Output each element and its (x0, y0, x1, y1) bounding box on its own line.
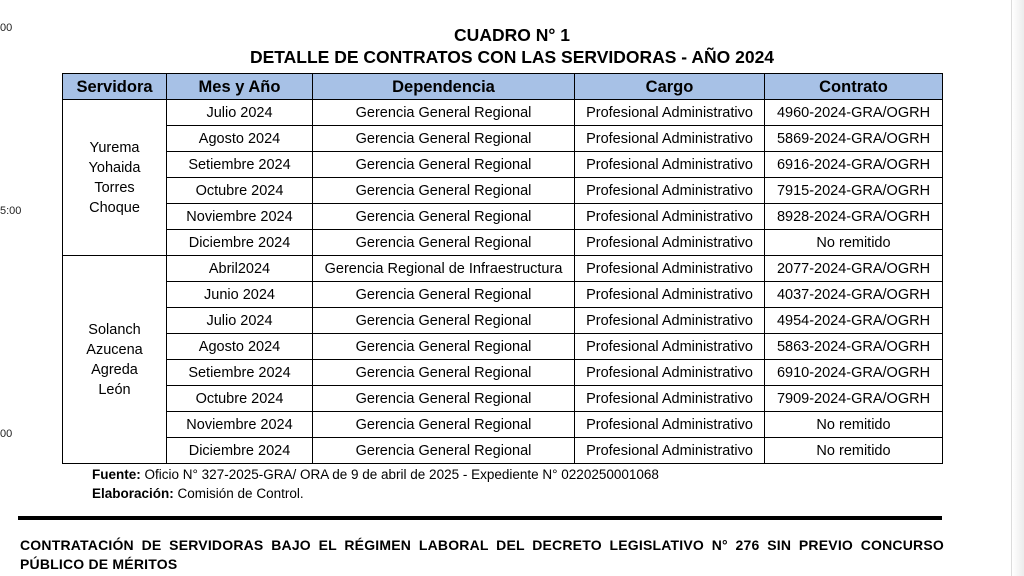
contrato-cell: 8928-2024-GRA/OGRH (765, 204, 943, 230)
mes-ano-cell: Noviembre 2024 (167, 412, 313, 438)
servidora-name-line: Yurema (89, 139, 140, 156)
dependencia-cell: Gerencia General Regional (313, 386, 575, 412)
table-subtitle: DETALLE DE CONTRATOS CON LAS SERVIDORAS - AÑO 2024 (249, 47, 775, 67)
table-row (63, 360, 943, 386)
table-row (63, 334, 943, 360)
servidora-name-cell (63, 256, 167, 464)
dependencia-cell: Gerencia General Regional (313, 360, 575, 386)
cargo-cell: Profesional Administrativo (575, 438, 765, 464)
dependencia-cell: Gerencia General Regional (313, 412, 575, 438)
contrato-cell: 4037-2024-GRA/OGRH (765, 282, 943, 308)
mes-ano-cell: Octubre 2024 (167, 386, 313, 412)
table-body (63, 100, 943, 464)
cargo-cell: Profesional Administrativo (575, 386, 765, 412)
cargo-cell: Profesional Administrativo (575, 204, 765, 230)
dependencia-cell: Gerencia General Regional (313, 126, 575, 152)
dependencia-cell: Gerencia General Regional (313, 230, 575, 256)
cargo-cell: Profesional Administrativo (575, 308, 765, 334)
contrato-cell: 4954-2024-GRA/OGRH (765, 308, 943, 334)
table-header-row (63, 74, 943, 100)
margin-timestamp-1: 00 (0, 22, 13, 34)
contrato-cell: 7909-2024-GRA/OGRH (765, 386, 943, 412)
elaboration-label: Elaboración: (92, 486, 174, 501)
contrato-cell: No remitido (765, 412, 943, 438)
table-row (63, 412, 943, 438)
dependencia-cell: Gerencia General Regional (313, 308, 575, 334)
servidora-name-line: Agreda (91, 361, 138, 378)
mes-ano-cell: Setiembre 2024 (167, 152, 313, 178)
servidora-name-line: Yohaida (88, 159, 141, 176)
servidora-name-line: Solanch (88, 321, 141, 338)
dependencia-cell: Gerencia General Regional (313, 438, 575, 464)
cargo-cell: Profesional Administrativo (575, 178, 765, 204)
header-contrato: Contrato (765, 74, 943, 100)
cargo-cell: Profesional Administrativo (575, 334, 765, 360)
header-dependencia: Dependencia (313, 74, 575, 100)
section-heading: CONTRATACIÓN DE SERVIDORAS BAJO EL RÉGIMEN LABORAL DEL DECRETO LEGISLATIVO N° 276 SIN PREVIO CONCURSO PÚBLICO DE MÉRITOS (20, 537, 944, 572)
elaboration-text: Comisión de Control. (177, 486, 304, 501)
table-row (63, 256, 943, 282)
contrato-cell: 5869-2024-GRA/OGRH (765, 126, 943, 152)
section-divider (18, 516, 942, 520)
contrato-cell: 4960-2024-GRA/OGRH (765, 100, 943, 126)
elaboration-note (92, 485, 304, 503)
dependencia-cell: Gerencia General Regional (313, 100, 575, 126)
table-row (63, 178, 943, 204)
cargo-cell: Profesional Administrativo (575, 282, 765, 308)
header-cargo: Cargo (575, 74, 765, 100)
contracts-table (62, 73, 943, 464)
table-row (63, 282, 943, 308)
table-row (63, 204, 943, 230)
servidora-name-line: León (98, 381, 131, 398)
header-servidora: Servidora (63, 74, 167, 100)
page-edge-strip (1011, 0, 1024, 576)
dependencia-cell: Gerencia General Regional (313, 178, 575, 204)
cargo-cell: Profesional Administrativo (575, 100, 765, 126)
contrato-cell: 6910-2024-GRA/OGRH (765, 360, 943, 386)
table-row (63, 438, 943, 464)
contrato-cell: No remitido (765, 438, 943, 464)
source-label: Fuente: (92, 467, 141, 482)
contrato-cell: 7915-2024-GRA/OGRH (765, 178, 943, 204)
cargo-cell: Profesional Administrativo (575, 412, 765, 438)
mes-ano-cell: Agosto 2024 (167, 126, 313, 152)
source-note (92, 466, 659, 484)
table-row (63, 152, 943, 178)
cargo-cell: Profesional Administrativo (575, 230, 765, 256)
dependencia-cell: Gerencia General Regional (313, 282, 575, 308)
table-row (63, 126, 943, 152)
mes-ano-cell: Diciembre 2024 (167, 230, 313, 256)
mes-ano-cell: Julio 2024 (167, 100, 313, 126)
table-title: CUADRO N° 1 (454, 25, 570, 45)
table-row (63, 308, 943, 334)
cargo-cell: Profesional Administrativo (575, 360, 765, 386)
servidora-name-cell (63, 100, 167, 256)
mes-ano-cell: Junio 2024 (167, 282, 313, 308)
margin-timestamp-3: 00 (0, 428, 13, 440)
contrato-cell: 5863-2024-GRA/OGRH (765, 334, 943, 360)
servidora-name-line: Azucena (86, 341, 143, 358)
header-mes-ano: Mes y Año (167, 74, 313, 100)
servidora-name-line: Choque (89, 199, 140, 216)
servidora-name-line: Torres (94, 179, 135, 196)
cargo-cell: Profesional Administrativo (575, 256, 765, 282)
margin-timestamp-2: 5:00 (0, 205, 22, 217)
mes-ano-cell: Setiembre 2024 (167, 360, 313, 386)
mes-ano-cell: Noviembre 2024 (167, 204, 313, 230)
dependencia-cell: Gerencia General Regional (313, 204, 575, 230)
mes-ano-cell: Diciembre 2024 (167, 438, 313, 464)
cargo-cell: Profesional Administrativo (575, 126, 765, 152)
mes-ano-cell: Agosto 2024 (167, 334, 313, 360)
mes-ano-cell: Julio 2024 (167, 308, 313, 334)
dependencia-cell: Gerencia General Regional (313, 152, 575, 178)
contrato-cell: 2077-2024-GRA/OGRH (765, 256, 943, 282)
cargo-cell: Profesional Administrativo (575, 152, 765, 178)
table-row (63, 230, 943, 256)
contrato-cell: 6916-2024-GRA/OGRH (765, 152, 943, 178)
dependencia-cell: Gerencia General Regional (313, 334, 575, 360)
mes-ano-cell: Abril2024 (167, 256, 313, 282)
contrato-cell: No remitido (765, 230, 943, 256)
table-row (63, 100, 943, 126)
dependencia-cell: Gerencia Regional de Infraestructura (313, 256, 575, 282)
mes-ano-cell: Octubre 2024 (167, 178, 313, 204)
source-text: Oficio N° 327-2025-GRA/ ORA de 9 de abril de 2025 - Expediente N° 0220250001068 (144, 467, 659, 482)
table-row (63, 386, 943, 412)
